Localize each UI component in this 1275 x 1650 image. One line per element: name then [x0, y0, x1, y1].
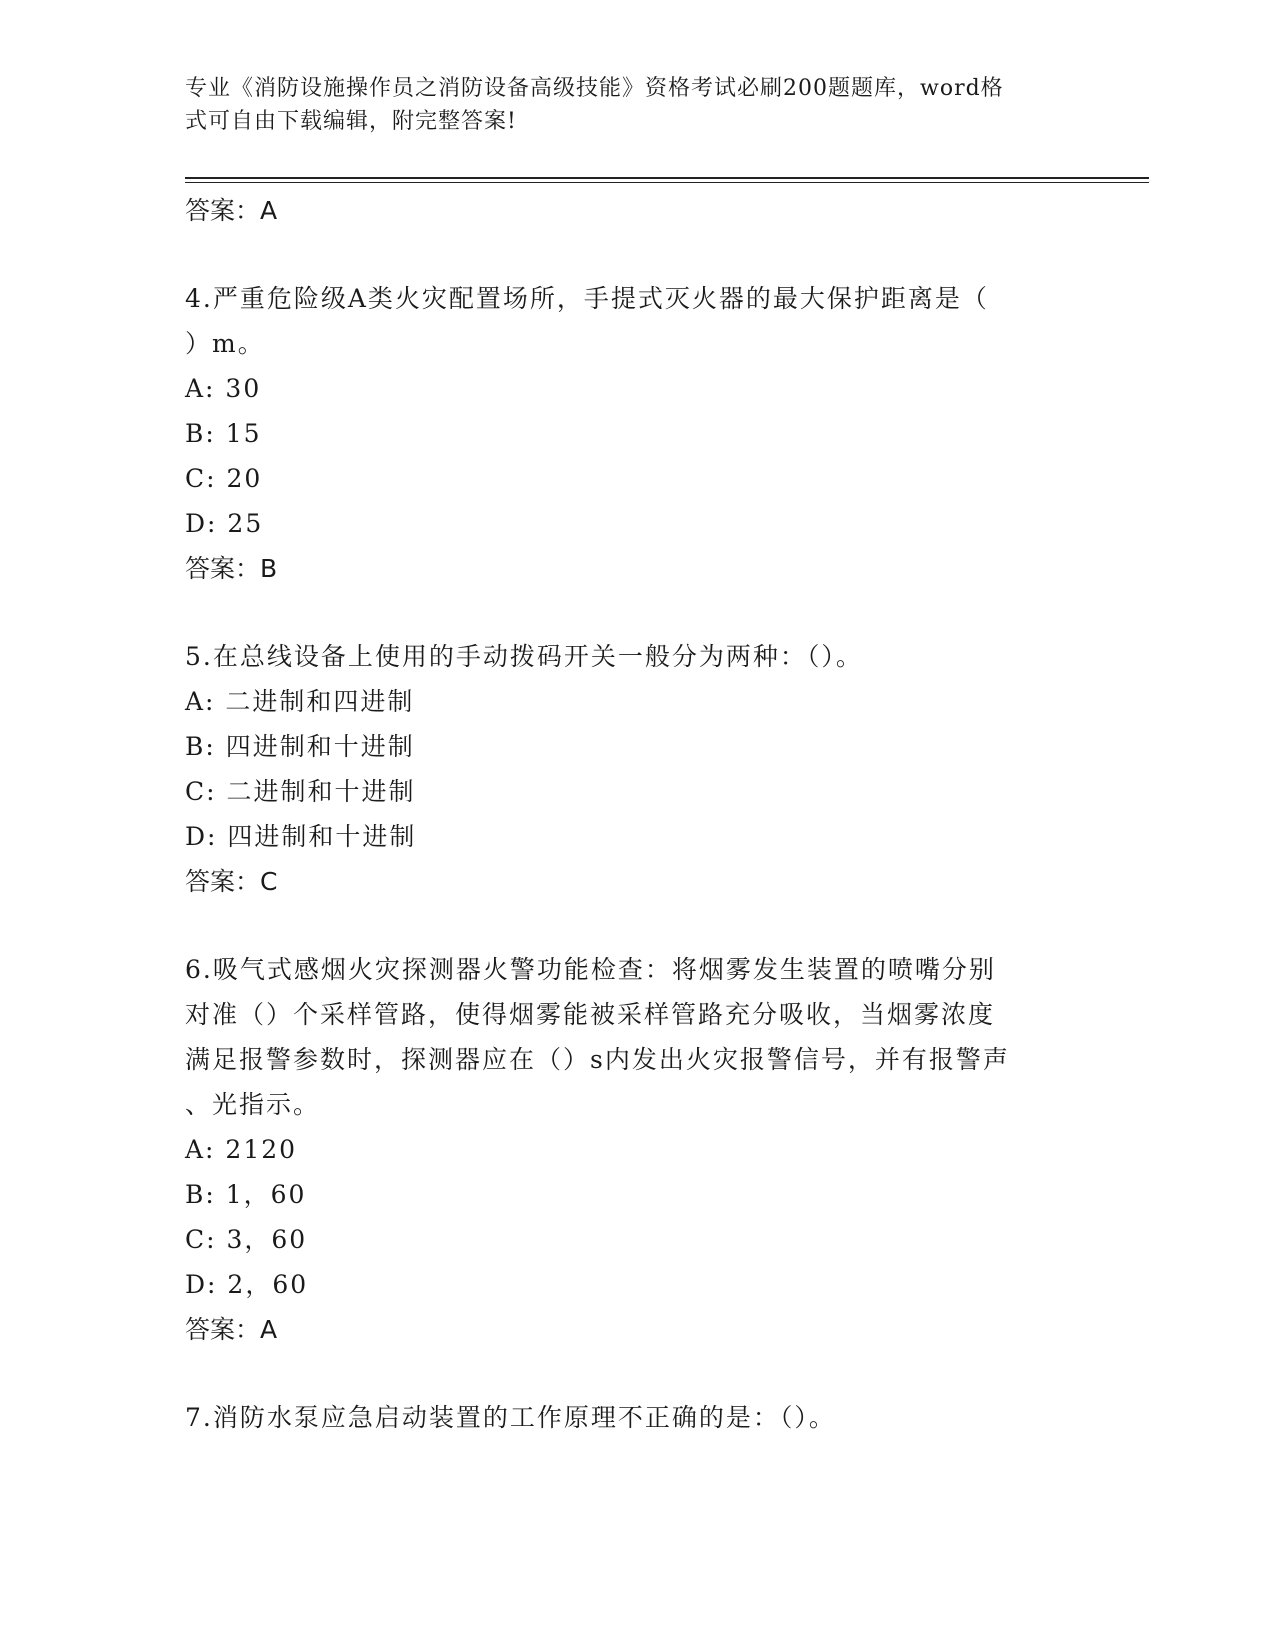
- question-stem-line: 4.严重危险级A类火灾配置场所，手提式灭火器的最大保护距离是（: [185, 284, 989, 313]
- question-stem-line: 7.消防水泵应急启动装置的工作原理不正确的是：（）。: [185, 1403, 836, 1432]
- option-d: D: 2，60: [185, 1270, 309, 1299]
- spacer: [185, 234, 1085, 276]
- option-a: A: 2120: [185, 1135, 298, 1164]
- answer-value: A: [260, 196, 278, 225]
- answer-line: [185, 1307, 1085, 1353]
- header-line-1: 专业《消防设施操作员之消防设备高级技能》资格考试必刷200题题库，word格: [185, 76, 1004, 101]
- option-c: C: 二进制和十进制: [185, 777, 416, 806]
- option-b: B: 1，60: [185, 1180, 307, 1209]
- option-b: B: 15: [185, 419, 262, 448]
- spacer: [185, 905, 1085, 947]
- answer-label: 答案：: [185, 1315, 261, 1344]
- question-list: [185, 188, 1085, 1440]
- answer-value: C: [260, 867, 278, 896]
- answer-value: A: [260, 1315, 278, 1344]
- header-line-2: 式可自由下载编辑，附完整答案!: [185, 109, 517, 134]
- option-c: C: 3，60: [185, 1225, 308, 1254]
- header-divider: [185, 177, 1149, 179]
- question-stem-line: 对准（）个采样管路，使得烟雾能被采样管路充分吸收，当烟雾浓度: [185, 1000, 996, 1029]
- option-d: D: 四进制和十进制: [185, 822, 417, 851]
- question-stem-line: 6.吸气式感烟火灾探测器火警功能检查：将烟雾发生装置的喷嘴分别: [185, 955, 996, 984]
- answer-value: B: [260, 554, 278, 583]
- question-stem-line: 、光指示。: [185, 1090, 321, 1119]
- option-b: B: 四进制和十进制: [185, 732, 415, 761]
- question-stem-line: ）m。: [185, 329, 265, 358]
- answer-line: [185, 188, 1085, 234]
- question-block: [185, 634, 1085, 905]
- question-stem-line: 5.在总线设备上使用的手动拨码开关一般分为两种：（）。: [185, 642, 863, 671]
- page-header: [185, 72, 1065, 138]
- question-block: [185, 1395, 1085, 1440]
- header-divider-thin: [185, 182, 1149, 183]
- answer-line: [185, 546, 1085, 592]
- option-c: C: 20: [185, 464, 263, 493]
- answer-line: [185, 859, 1085, 905]
- spacer: [185, 592, 1085, 634]
- question-block: [185, 276, 1085, 592]
- answer-label: 答案：: [185, 196, 261, 225]
- option-d: D: 25: [185, 509, 264, 538]
- option-a: A: 30: [185, 374, 262, 403]
- question-stem-line: 满足报警参数时，探测器应在（）s内发出火灾报警信号，并有报警声: [185, 1045, 1010, 1074]
- answer-label: 答案：: [185, 554, 261, 583]
- option-a: A: 二进制和四进制: [185, 687, 415, 716]
- question-block: [185, 947, 1085, 1353]
- answer-label: 答案：: [185, 867, 261, 896]
- spacer: [185, 1353, 1085, 1395]
